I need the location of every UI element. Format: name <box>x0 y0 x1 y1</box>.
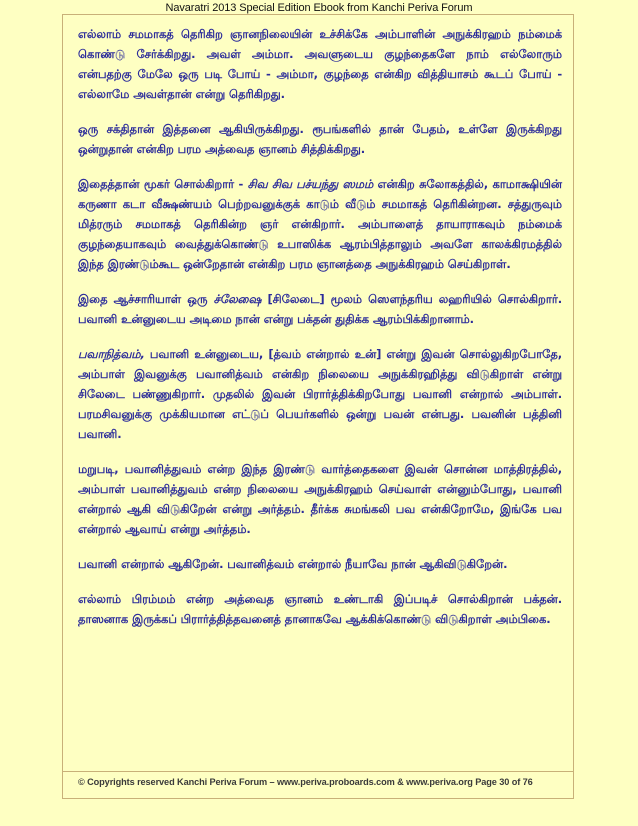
paragraph-3-quote: சிவ சிவ பச்யந்து ஸமம் <box>247 177 374 191</box>
paragraph-6-text: மறுபடி, பவானித்துவம் என்ற இந்த இரண்டு வார்த்தைகளை இவன் சொன்ன மாத்திரத்தில், அம்பாள் பவானித்துவம் என்ற நிலையை அநுக்கிரஹம் செய்வாள் என்னும்போது, பவானி என்றால் ஆகி விடுகிறேன் என்று அர்த்தம். தீர்க்க சுமங்கலி பவ என்கிறோமே, இங்கே பவ என்றால் ஆவாய் என்று அர்த்தம். <box>78 462 562 536</box>
page-footer: © Copyrights reserved Kanchi Periva Forum – www.periva.proboards.com & www.periva.org Page 30 of 76 <box>78 777 533 787</box>
footer-divider <box>62 771 574 772</box>
paragraph-3 <box>78 174 562 274</box>
paragraph-7 <box>78 554 562 574</box>
paragraph-1-text: எல்லாம் சமமாகத் தெரிகிற ஞானநிலையின் உச்சிக்கே அம்பாளின் அநுக்கிரஹம் நம்மைக் கொண்டு சேர்க்கிறது. அவள் அம்மா. அவளுடைய குழந்தைகளே நாம் எல்லோரும் என்பதற்கு மேலே ஒரு படி போய் - அம்மா, குழந்தை என்கிற வித்தியாசம் கூடப் போய் - எல்லாமே அவள்தான் என்று தெரிகிறது. <box>78 27 562 101</box>
paragraph-5-term: பவாநித்வம், <box>78 347 145 361</box>
paragraph-2 <box>78 119 562 159</box>
paragraph-4 <box>78 289 562 329</box>
paragraph-8-text: எல்லாம் பிரம்மம் என்ற அத்வைத ஞானம் உண்டாகி இப்படிச் சொல்கிறான் பக்தன். தாஸனாக இருக்கப் பிரார்த்தித்தவனைத் தானாகவே ஆக்கிக்கொண்டு விடுகிறாள் அம்பிகை. <box>78 592 562 626</box>
body-text <box>78 24 562 629</box>
page-header: Navaratri 2013 Special Edition Ebook from Kanchi Periva Forum <box>165 2 473 14</box>
paragraph-7-text: பவானி என்றால் ஆகிறேன். பவானித்வம் என்றால் நீயாவே நான் ஆகிவிடுகிறேன். <box>78 557 508 571</box>
paragraph-2-text: ஒரு சக்திதான் இத்தனை ஆகியிருக்கிறது. ரூபங்களில் தான் பேதம், உள்ளே இருக்கிறது ஒன்றுதான் என்கிற பரம அத்வைத ஞானம் சித்திக்கிறது. <box>78 122 562 156</box>
paragraph-3-text-before: இதைத்தான் மூகர் சொல்கிறார் - <box>78 177 248 191</box>
paragraph-6 <box>78 459 562 539</box>
paragraph-5 <box>78 344 562 444</box>
paragraph-5-text: பவானி உன்னுடைய, [த்வம் என்றால் உன்] என்று இவன் சொல்லுகிறபோதே, அம்பாள் இவனுக்கு பவானித்வம் என்கிற நிலையை அநுக்கிரஹித்து விடுகிறாள் என்று சிலேடை பண்ணுகிறார். முதலில் இவன் பிரார்த்திக்கிறபோது பவானி என்றால் அம்பாள். பரமசிவனுக்கு முக்கியமான எட்டுப் பெயர்களில் ஒன்று பவன் என்பது. பவனின் பத்தினி பவானி. <box>78 347 562 441</box>
paragraph-3-text-after: என்கிற சுலோகத்தில், காமாக்ஷியின் கருணா கடா வீக்ஷண்யம் பெற்றவனுக்குக் காடும் வீடும் சமமாகத் தெரிகின்றன. சத்துருவும் மித்ரரும் சமமாகத் தெரிகின்ற ஞர் என்கிறார். அம்பாளைத் தாயாராகவும் நம்மைக் குழந்தையாகவும் வைத்துக்கொண்டு உபாஸிக்க ஆரம்பித்தாலும் அவளே காலக்கிரமத்தில் இந்த இரண்டும்கூட ஒன்றேதான் என்கிற பரம ஞானத்தை அநுக்கிரஹம் செய்கிறாள். <box>78 177 562 271</box>
paragraph-8 <box>78 589 562 629</box>
paragraph-1 <box>78 24 562 104</box>
paragraph-4-text-after: [சிலேடை] மூலம் ஸௌந்தரிய லஹரியில் சொல்கிறார். பவானி உன்னுடைய அடிமை நான் என்று பக்தன் துதிக்க ஆரம்பிக்கிறானாம். <box>78 292 562 326</box>
paragraph-4-text-before: இதை ஆச்சாரியாள் ஒரு <box>78 292 214 306</box>
paragraph-4-term: ச்லேஷை <box>213 292 262 306</box>
